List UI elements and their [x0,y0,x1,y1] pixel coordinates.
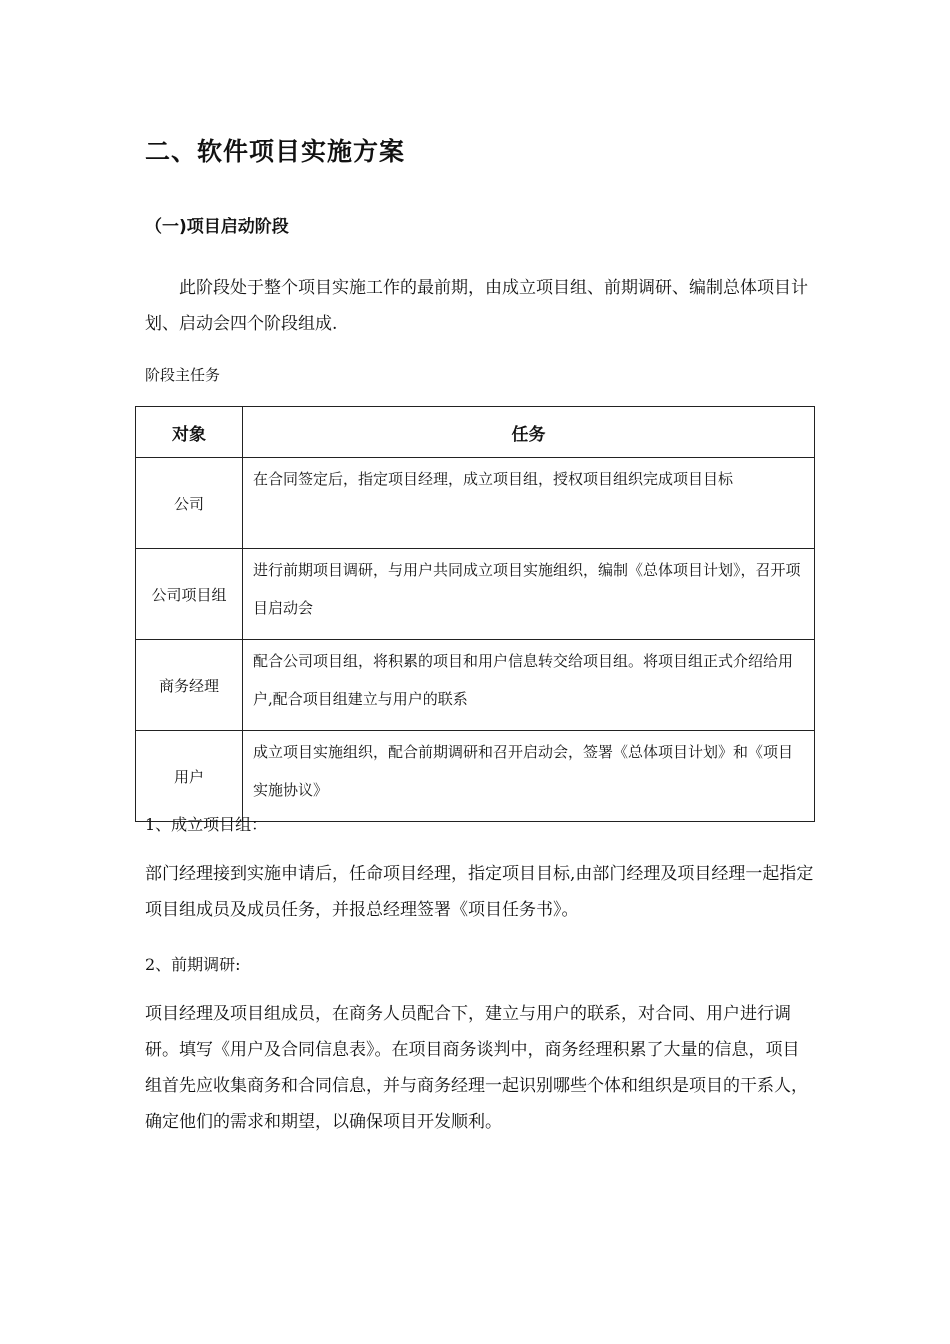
table-row [136,640,815,731]
column-header-object: 对象 [136,407,243,458]
table-cell-task: 配合公司项目组，将积累的项目和用户信息转交给项目组。将项目组正式介绍给用户,配合项目组建立与用户的联系 [243,640,815,731]
table-cell-task: 在合同签定后，指定项目经理，成立项目组，授权项目组织完成项目目标 [243,458,815,549]
table-cell-object: 商务经理 [136,640,243,731]
section-2-body: 项目经理及项目组成员，在商务人员配合下，建立与用户的联系，对合同、用户进行调研。填写《用户及合同信息表》。在项目商务谈判中，商务经理积累了大量的信息，项目组首先应收集商务和合同信息，并与商务经理一起识别哪些个体和组织是项目的干系人，确定他们的需求和期望，以确保项目开发顺利。 [145,1004,808,1132]
page-title: 二、软件项目实施方案 [145,137,406,166]
column-header-task: 任务 [243,407,815,458]
table-row [136,549,815,640]
intro-paragraph: 此阶段处于整个项目实施工作的最前期，由成立项目组、前期调研、编制总体项目计划、启动会四个阶段组成. [145,278,808,334]
table-cell-task: 成立项目实施组织，配合前期调研和召开启动会，签署《总体项目计划》和《项目实施协议》 [243,731,815,822]
table-caption: 阶段主任务 [145,366,221,384]
section-2-title: 2、前期调研: [145,955,241,974]
table-row [136,458,815,549]
section-heading: （一)项目启动阶段 [145,217,289,237]
section-1-title: 1、成立项目组： [145,815,268,834]
table-cell-task: 进行前期项目调研，与用户共同成立项目实施组织，编制《总体项目计划》，召开项目启动会 [243,549,815,640]
table-header-row [136,407,815,458]
table-row [136,731,815,822]
task-table [135,406,815,822]
table-cell-object: 公司项目组 [136,549,243,640]
table-cell-object: 公司 [136,458,243,549]
section-1-body: 部门经理接到实施申请后，任命项目经理，指定项目目标,由部门经理及项目经理一起指定项目组成员及成员任务，并报总经理签署《项目任务书》。 [145,864,814,920]
table-cell-object: 用户 [136,731,243,822]
